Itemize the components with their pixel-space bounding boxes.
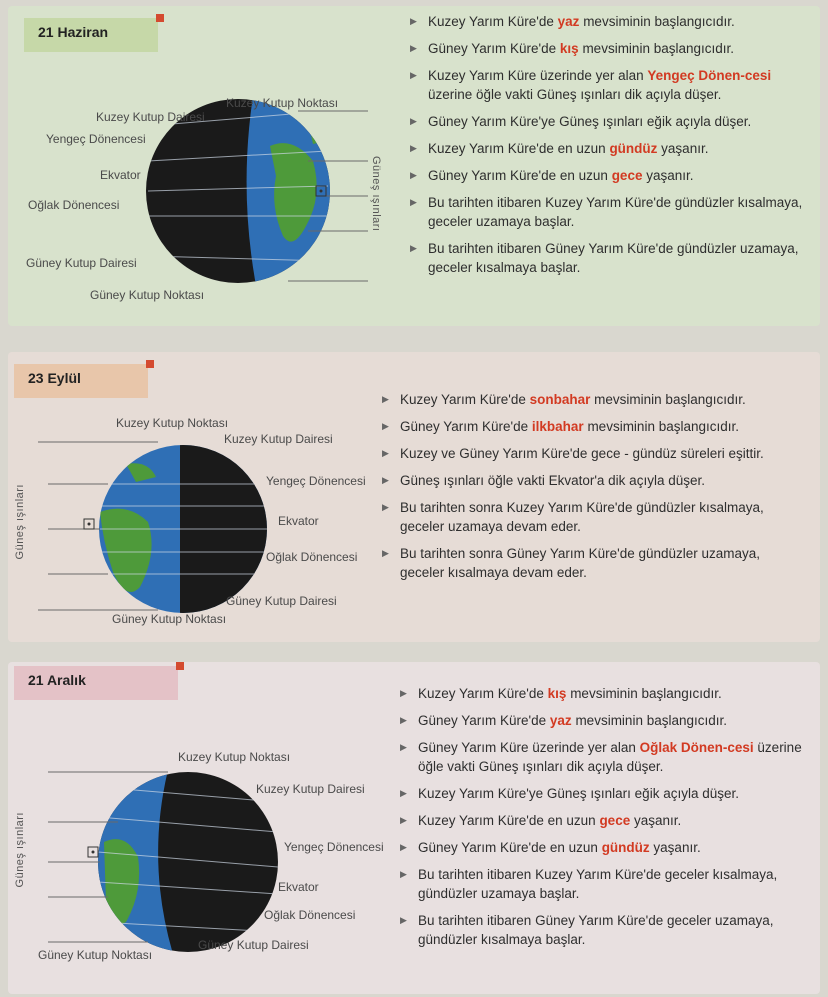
bullet-arrow-icon: ▶: [410, 70, 417, 80]
bullet-arrow-icon: ▶: [382, 448, 389, 458]
fact-text: yaşanır.: [630, 813, 682, 828]
fact-item: [396, 811, 814, 830]
fact-text: Güney Yarım Küre'de en uzun: [428, 168, 612, 183]
fact-text: yaşanır.: [649, 840, 701, 855]
date-tab: [14, 666, 178, 700]
bullet-arrow-icon: ▶: [400, 815, 407, 825]
highlight-term: Yengeç Dönen-cesi: [647, 68, 772, 83]
north-pole-label: Kuzey Kutup Noktası: [116, 416, 229, 430]
highlight-term: gece: [611, 168, 643, 183]
fact-text: Bu tarihten itibaren Güney Yarım Küre'de gündüzler uzamaya, geceler kısalmaya başlar.: [428, 241, 799, 275]
facts-list: [378, 390, 808, 590]
fact-item: [406, 112, 811, 131]
date-tab: [24, 18, 158, 52]
fact-item: [378, 444, 808, 463]
fact-text: mevsiminin başlangıcıdır.: [571, 713, 728, 728]
fact-text: mevsiminin başlangıcıdır.: [566, 686, 722, 701]
fact-item: [378, 417, 808, 436]
fact-item: [378, 498, 808, 536]
south-pole-label: Güney Kutup Noktası: [90, 288, 205, 302]
highlight-term: yaz: [549, 713, 572, 728]
sun-rays-label: Güneş ışınları: [14, 484, 26, 560]
fact-text: Güney Yarım Küre'de: [400, 419, 532, 434]
fact-item: [406, 193, 811, 231]
north-pole-label: Kuzey Kutup Noktası: [226, 96, 339, 110]
equator-label: Ekvator: [278, 880, 319, 894]
fact-item: [406, 66, 811, 104]
fact-item: [378, 390, 808, 409]
fact-text: üzerine öğle vakti Güneş ışınları dik açıyla düşer.: [418, 740, 802, 774]
fact-text: Kuzey Yarım Küre'ye Güneş ışınları eğik açıyla düşer.: [418, 786, 739, 801]
antarctic-circle-label: Güney Kutup Dairesi: [226, 594, 337, 608]
tropic-capricorn-label: Oğlak Dönencesi: [28, 198, 120, 212]
highlight-term: ilkbahar: [531, 419, 584, 434]
fact-item: [396, 711, 814, 730]
facts-list: [406, 12, 811, 285]
sun-rays-label: Güneş ışınları: [14, 812, 26, 888]
fact-text: mevsiminin başlangıcıdır.: [579, 14, 735, 29]
fact-text: Güney Yarım Küre'ye Güneş ışınları eğik açıyla düşer.: [428, 114, 752, 129]
fact-item: [396, 784, 814, 803]
fact-text: Bu tarihten sonra Kuzey Yarım Küre'de gündüzler kısalmaya, geceler uzamaya devam eder.: [400, 500, 764, 534]
antarctic-circle-label: Güney Kutup Dairesi: [26, 256, 137, 270]
bullet-arrow-icon: ▶: [400, 788, 407, 798]
highlight-term: sonbahar: [529, 392, 591, 407]
highlight-term: kış: [547, 686, 567, 701]
fact-item: [406, 39, 811, 58]
fact-text: Kuzey Yarım Küre'de en uzun: [428, 141, 610, 156]
fact-text: Kuzey ve Güney Yarım Küre'de gece - gündüz süreleri eşittir.: [400, 446, 764, 461]
section-september-23: [8, 352, 820, 642]
bullet-arrow-icon: ▶: [400, 869, 407, 879]
fact-text: Kuzey Yarım Küre'de: [428, 14, 558, 29]
fact-item: [378, 471, 808, 490]
fact-text: Güney Yarım Küre üzerinde yer alan: [418, 740, 640, 755]
facts-list: [396, 684, 814, 957]
earth-diagram: [8, 402, 388, 642]
south-pole-label: Güney Kutup Noktası: [38, 948, 153, 962]
bullet-arrow-icon: ▶: [382, 394, 389, 404]
corner-mark: [146, 360, 154, 368]
earth-diagram: [8, 66, 388, 326]
fact-text: mevsiminin başlangıcıdır.: [583, 419, 740, 434]
bullet-arrow-icon: ▶: [400, 915, 407, 925]
bullet-arrow-icon: ▶: [410, 143, 417, 153]
fact-text: Kuzey Yarım Küre'de: [400, 392, 530, 407]
arctic-circle-label: Kuzey Kutup Dairesi: [96, 110, 205, 124]
earth-diagram: [8, 732, 398, 982]
fact-text: Bu tarihten itibaren Güney Yarım Küre'de geceler uzamaya, gündüzler kısalmaya başlar.: [418, 913, 774, 947]
fact-item: [378, 544, 808, 582]
bullet-arrow-icon: ▶: [400, 688, 407, 698]
fact-text: Bu tarihten itibaren Kuzey Yarım Küre'de geceler kısalmaya, gündüzler uzamaya başlar.: [418, 867, 778, 901]
highlight-term: Oğlak Dönen-cesi: [639, 740, 754, 755]
fact-text: Güney Yarım Küre'de: [428, 41, 560, 56]
tropic-capricorn-label: Oğlak Dönencesi: [264, 908, 356, 922]
bullet-arrow-icon: ▶: [382, 502, 389, 512]
fact-item: [406, 12, 811, 31]
fact-item: [396, 911, 814, 949]
fact-item: [396, 838, 814, 857]
tropic-cancer-label: Yengeç Dönencesi: [46, 132, 146, 146]
equator-label: Ekvator: [278, 514, 319, 528]
antarctic-circle-label: Güney Kutup Dairesi: [198, 938, 309, 952]
arctic-circle-label: Kuzey Kutup Dairesi: [224, 432, 333, 446]
bullet-arrow-icon: ▶: [382, 475, 389, 485]
north-pole-label: Kuzey Kutup Noktası: [178, 750, 291, 764]
bullet-arrow-icon: ▶: [382, 548, 389, 558]
bullet-arrow-icon: ▶: [400, 742, 407, 752]
fact-text: Kuzey Yarım Küre'de en uzun: [418, 813, 600, 828]
highlight-term: gündüz: [609, 141, 658, 156]
fact-text: Bu tarihten itibaren Kuzey Yarım Küre'de gündüzler kısalmaya, geceler uzamaya başlar.: [428, 195, 803, 229]
equator-label: Ekvator: [100, 168, 141, 182]
fact-text: Güney Yarım Küre'de en uzun: [418, 840, 602, 855]
fact-item: [406, 166, 811, 185]
fact-text: mevsiminin başlangıcıdır.: [578, 41, 735, 56]
fact-item: [396, 684, 814, 703]
bullet-arrow-icon: ▶: [410, 16, 417, 26]
fact-text: mevsiminin başlangıcıdır.: [590, 392, 746, 407]
tropic-cancer-label: Yengeç Dönencesi: [284, 840, 384, 854]
date-label: 21 Haziran: [38, 24, 109, 40]
fact-text: Güney Yarım Küre'de: [418, 713, 550, 728]
bullet-arrow-icon: ▶: [410, 116, 417, 126]
highlight-term: gündüz: [601, 840, 650, 855]
fact-item: [396, 865, 814, 903]
fact-item: [406, 239, 811, 277]
fact-text: Kuzey Yarım Küre üzerinde yer alan: [428, 68, 648, 83]
corner-mark: [156, 14, 164, 22]
south-pole-label: Güney Kutup Noktası: [112, 612, 227, 626]
tropic-capricorn-label: Oğlak Dönencesi: [266, 550, 358, 564]
arctic-circle-label: Kuzey Kutup Dairesi: [256, 782, 365, 796]
bullet-arrow-icon: ▶: [410, 197, 417, 207]
fact-text: yaşanır.: [657, 141, 709, 156]
date-label: 23 Eylül: [28, 370, 81, 386]
bullet-arrow-icon: ▶: [410, 243, 417, 253]
fact-item: [396, 738, 814, 776]
bullet-arrow-icon: ▶: [410, 43, 417, 53]
date-label: 21 Aralık: [28, 672, 86, 688]
corner-mark: [176, 662, 184, 670]
fact-text: yaşanır.: [642, 168, 694, 183]
highlight-term: kış: [559, 41, 579, 56]
bullet-arrow-icon: ▶: [400, 842, 407, 852]
tropic-cancer-label: Yengeç Dönencesi: [266, 474, 366, 488]
bullet-arrow-icon: ▶: [410, 170, 417, 180]
fact-item: [406, 139, 811, 158]
fact-text: üzerine öğle vakti Güneş ışınları dik açıyla düşer.: [428, 87, 722, 102]
fact-text: Kuzey Yarım Küre'de: [418, 686, 548, 701]
sun-rays-label: Güneş ışınları: [370, 156, 382, 232]
section-december-21: [8, 662, 820, 994]
section-june-21: [8, 6, 820, 326]
fact-text: Güneş ışınları öğle vakti Ekvator'a dik açıyla düşer.: [400, 473, 705, 488]
highlight-term: yaz: [557, 14, 580, 29]
bullet-arrow-icon: ▶: [400, 715, 407, 725]
fact-text: Bu tarihten sonra Güney Yarım Küre'de gündüzler uzamaya, geceler kısalmaya devam eder.: [400, 546, 761, 580]
date-tab: [14, 364, 148, 398]
highlight-term: gece: [599, 813, 631, 828]
bullet-arrow-icon: ▶: [382, 421, 389, 431]
